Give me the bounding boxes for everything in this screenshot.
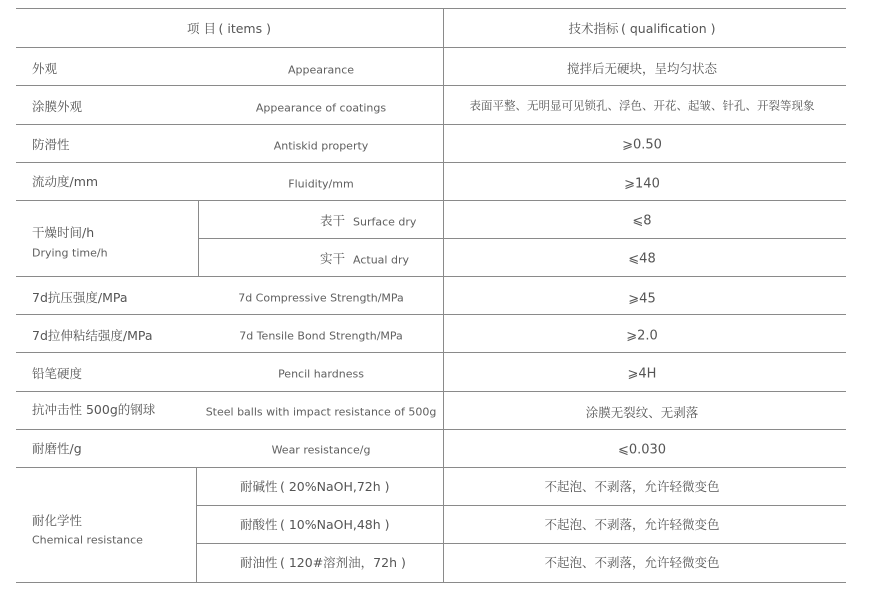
row-wear-value: ⩽0.030	[617, 442, 667, 458]
row-drying-en: Drying time/h	[32, 246, 108, 260]
row-drying-zh: 干燥时间/h	[32, 224, 95, 240]
drying-actual-en: Actual dry	[353, 253, 409, 267]
header-item: 项 目 ( items )	[187, 20, 271, 36]
drying-surface-value: ⩽8	[632, 213, 652, 229]
rule-header	[16, 47, 846, 48]
rule	[196, 505, 846, 506]
row-wear-en: Wear resistance/g	[271, 443, 371, 457]
row-coating-appearance-zh: 涂膜外观	[32, 98, 83, 114]
chemical-alkali-label: 耐碱性 ( 20%NaOH,72h )	[240, 478, 390, 494]
drying-actual-value: ⩽48	[628, 251, 656, 267]
row-impact-en: Steel balls with impact resistance of 500g	[205, 405, 437, 419]
rule	[16, 162, 846, 163]
row-tensile-zh: 7d拉伸粘结强度/MPa	[32, 327, 153, 343]
drying-surface-en: Surface dry	[353, 215, 417, 229]
row-coating-appearance-value: 表面平整、无明显可见锁孔、浮色、开花、起皱、针孔、开裂等现象	[469, 98, 815, 113]
specification-table	[16, 8, 846, 583]
rule	[16, 467, 846, 468]
rule	[16, 429, 846, 430]
row-appearance-en: Appearance	[287, 63, 355, 77]
row-impact-zh: 抗冲击性 500g的钢球	[32, 401, 156, 417]
row-compressive-zh: 7d抗压强度/MPa	[32, 289, 128, 305]
row-tensile-en: 7d Tensile Bond Strength/MPa	[239, 329, 403, 343]
row-fluidity-zh: 流动度/mm	[32, 173, 99, 189]
row-pencil-en: Pencil hardness	[278, 367, 364, 381]
divider-qualification	[443, 8, 444, 583]
rule	[16, 391, 846, 392]
drying-actual-zh: 实干	[320, 250, 346, 266]
divider-chemical	[196, 467, 197, 582]
chemical-oil-label: 耐油性 ( 120#溶剂油，72h )	[240, 554, 406, 570]
rule	[16, 200, 846, 201]
row-tensile-value: ⩾2.0	[626, 328, 658, 344]
row-fluidity-en: Fluidity/mm	[288, 177, 354, 191]
chemical-oil-value: 不起泡、不剥落，允许轻微变色	[544, 554, 720, 570]
chemical-acid-value: 不起泡、不剥落，允许轻微变色	[544, 516, 720, 532]
row-antiskid-en: Antiskid property	[273, 139, 369, 153]
row-appearance-zh: 外观	[32, 60, 58, 76]
chemical-alkali-value: 不起泡、不剥落，允许轻微变色	[544, 478, 720, 494]
header-qualification: 技术指标 ( qualification )	[568, 20, 716, 36]
chemical-acid-label: 耐酸性 ( 10%NaOH,48h )	[240, 516, 390, 532]
rule	[16, 352, 846, 353]
row-antiskid-zh: 防滑性	[32, 136, 70, 152]
rule-top	[16, 8, 846, 9]
divider-drying	[198, 200, 199, 276]
row-compressive-en: 7d Compressive Strength/MPa	[238, 291, 404, 305]
rule	[198, 238, 846, 239]
rule	[16, 276, 846, 277]
drying-surface-zh: 表干	[320, 212, 346, 228]
rule	[196, 543, 846, 544]
rule	[16, 314, 846, 315]
rule	[16, 124, 846, 125]
row-coating-appearance-en: Appearance of coatings	[255, 101, 387, 115]
row-fluidity-value: ⩾140	[624, 176, 660, 192]
row-compressive-value: ⩾45	[628, 291, 656, 307]
row-pencil-zh: 铅笔硬度	[32, 365, 83, 381]
rule	[16, 85, 846, 86]
row-chemical-zh: 耐化学性	[32, 512, 83, 528]
row-impact-value: 涂膜无裂纹、无剥落	[585, 404, 699, 420]
row-pencil-value: ⩾4H	[627, 366, 657, 382]
row-chemical-en: Chemical resistance	[32, 533, 143, 547]
rule-bottom	[16, 582, 846, 583]
row-appearance-value: 搅拌后无硬块，呈均匀状态	[566, 60, 718, 76]
row-antiskid-value: ⩾0.50	[622, 137, 662, 153]
row-wear-zh: 耐磨性/g	[32, 440, 82, 456]
